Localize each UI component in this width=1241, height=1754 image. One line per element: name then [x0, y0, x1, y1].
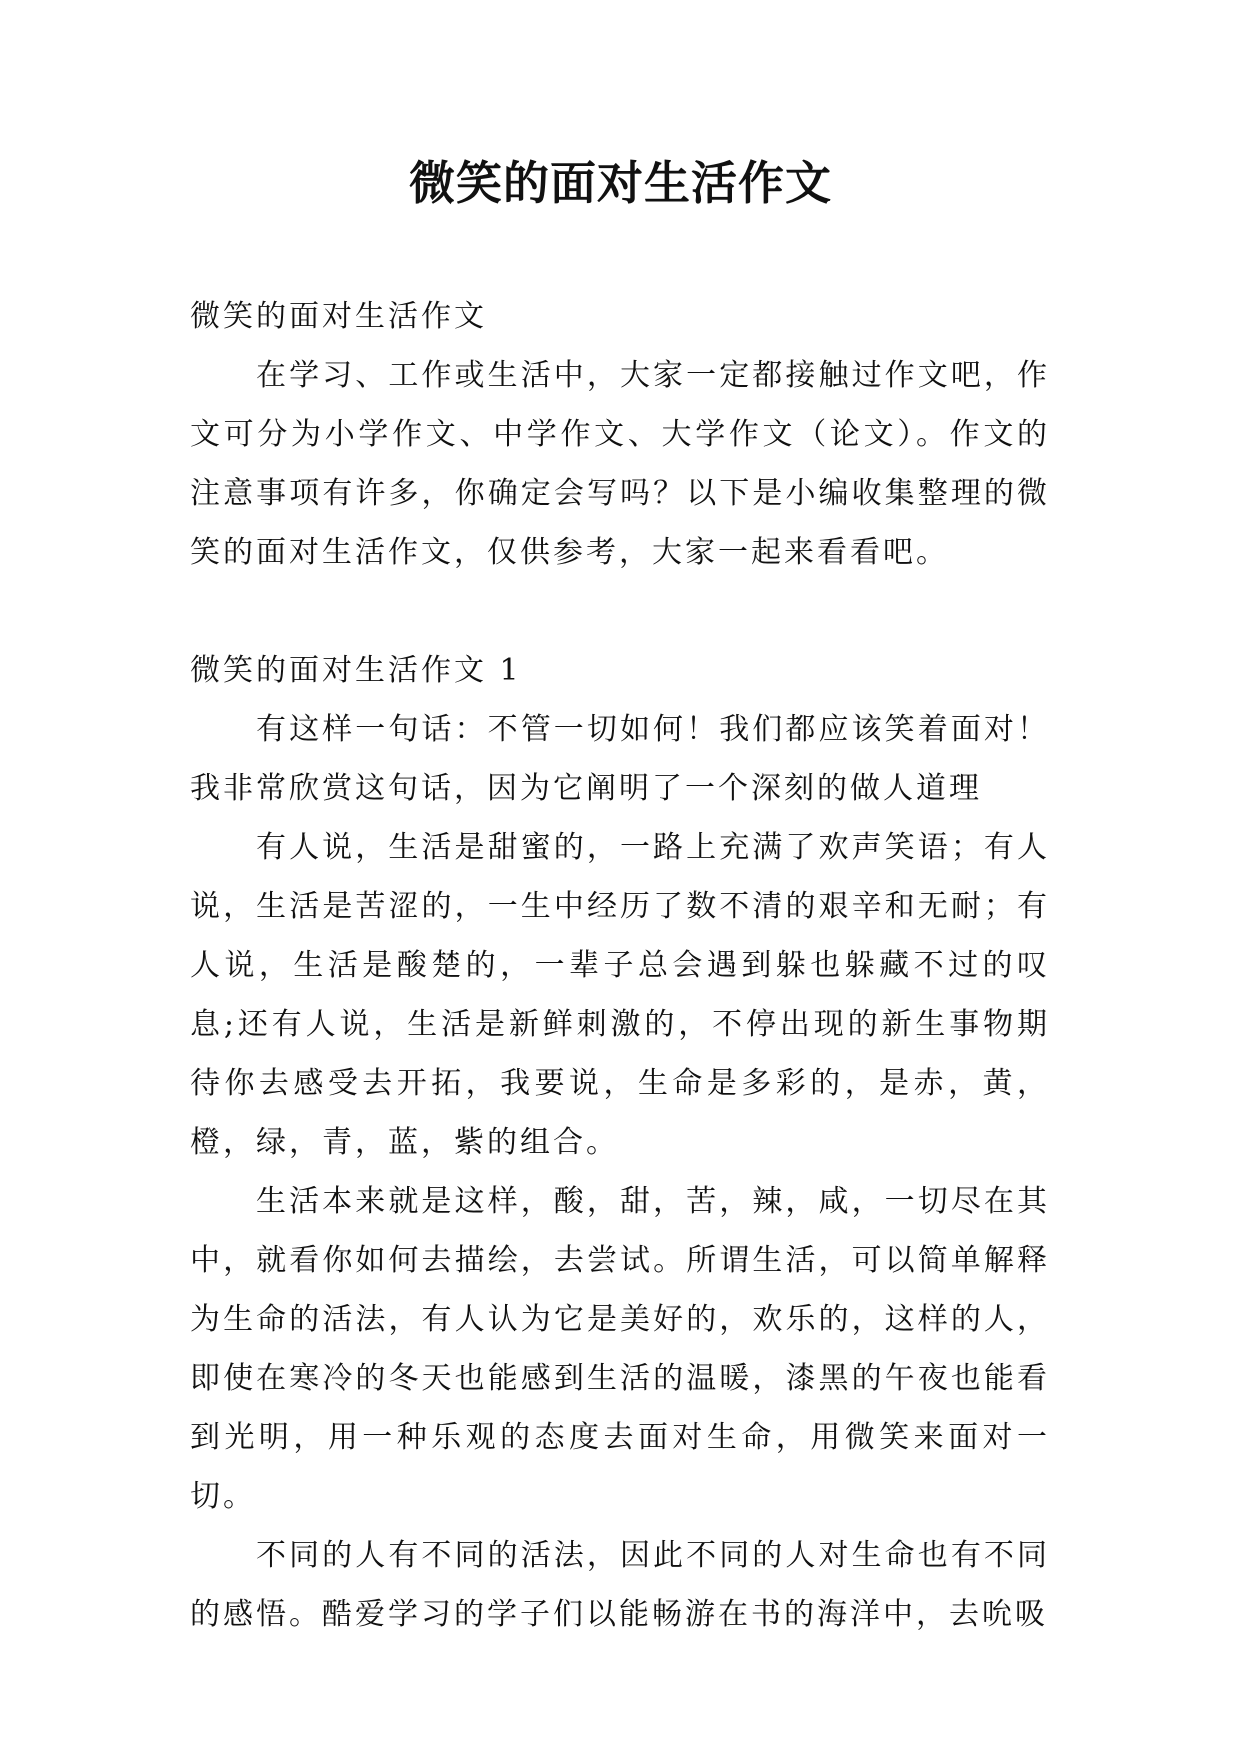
section-1-paragraph-2: 有人说，生活是甜蜜的，一路上充满了欢声笑语；有人说，生活是苦涩的，一生中经历了数不清的艰辛和无耐；有人说，生活是酸楚的，一辈子总会遇到躲也躲藏不过的叹息;还有人说，生活是新鲜刺激的，不停出现的新生事物期待你去感受去开拓，我要说，生命是多彩的，是赤，黄，橙，绿，青，蓝，紫的组合。 — [190, 830, 1050, 1160]
document-title: 微笑的面对生活作文 — [409, 156, 832, 210]
section-1-paragraph-3: 生活本来就是这样，酸，甜，苦，辣，咸，一切尽在其中，就看你如何去描绘，去尝试。所谓生活，可以简单解释为生命的活法，有人认为它是美好的，欢乐的，这样的人，即使在寒冷的冬天也能感到生活的温暖，漆黑的午夜也能看到光明，用一种乐观的态度去面对生命，用微笑来面对一切。 — [190, 1184, 1050, 1514]
document-body — [190, 287, 1050, 1644]
intro-heading: 微笑的面对生活作文 — [190, 299, 487, 334]
section-spacer — [190, 582, 1050, 641]
section-1-paragraph-4: 不同的人有不同的活法，因此不同的人对生命也有不同的感悟。酷爱学习的学子们以能畅游在书的海洋中，去吮吸 — [190, 1538, 1050, 1632]
section-1-paragraph-1: 有这样一句话：不管一切如何！我们都应该笑着面对！我非常欣赏这句话，因为它阐明了一个深刻的做人道理 — [190, 712, 1050, 806]
intro-paragraph: 在学习、工作或生活中，大家一定都接触过作文吧，作文可分为小学作文、中学作文、大学作文（论文）。作文的注意事项有许多，你确定会写吗？以下是小编收集整理的微笑的面对生活作文，仅供参考，大家一起来看看吧。 — [190, 358, 1050, 570]
section-1-heading: 微笑的面对生活作文 1 — [190, 653, 522, 688]
